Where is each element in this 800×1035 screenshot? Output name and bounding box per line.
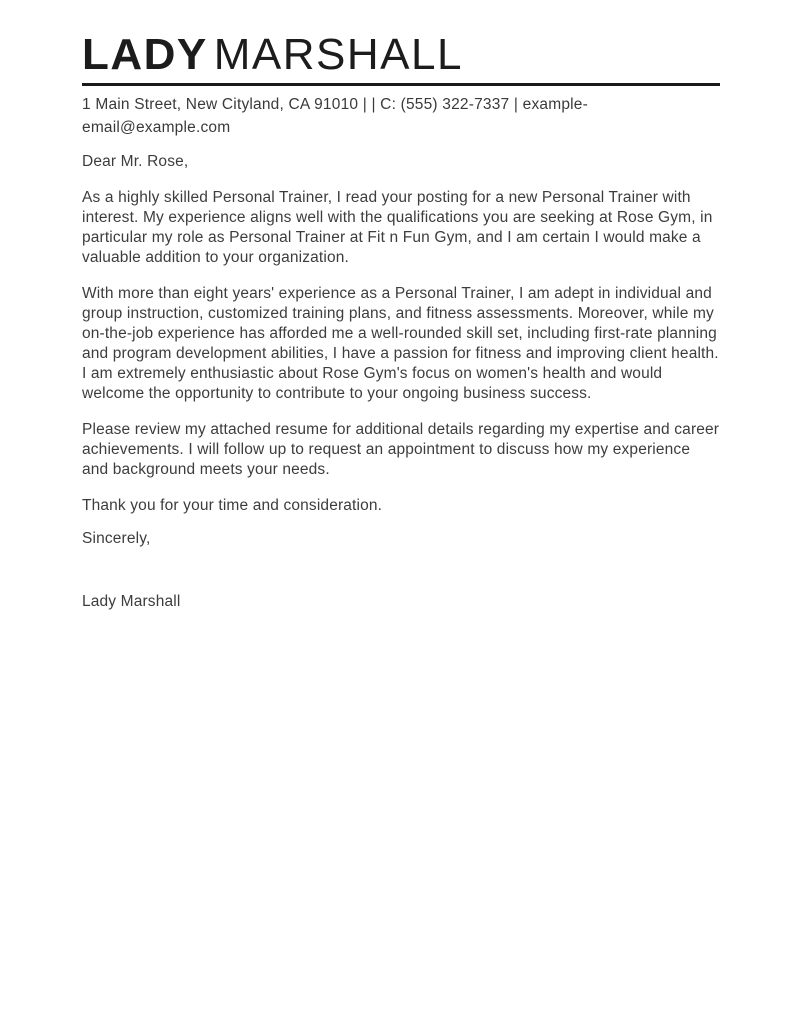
contact-line-1: 1 Main Street, New Cityland, CA 91010 | | C: (555) 322-7337 | example-	[82, 96, 588, 113]
salutation: Dear Mr. Rose,	[82, 153, 189, 170]
contact-line-2: email@example.com	[82, 119, 231, 136]
letter-body	[82, 152, 720, 612]
header-divider-rule	[82, 83, 720, 86]
name-last: MARSHALL	[213, 30, 463, 79]
closing-valediction: Sincerely,	[82, 530, 151, 547]
body-paragraph-1: As a highly skilled Personal Trainer, I read your posting for a new Personal Trainer with interest. My experience aligns well with the qualifications you are seeking at Rose Gym, in particular my role as Personal Trainer at Fit n Fun Gym, and I am certain I would make a valuable addition to your organization.	[82, 189, 713, 266]
letter-header	[82, 30, 720, 139]
name-heading	[82, 30, 720, 80]
body-paragraph-3: Please review my attached resume for additional details regarding my expertise and career achievements. I will follow up to request an appointment to discuss how my experience and background meets your needs.	[82, 421, 720, 478]
contact-info	[82, 93, 720, 139]
closing-thanks: Thank you for your time and consideration.	[82, 497, 383, 514]
signature-name: Lady Marshall	[82, 593, 181, 610]
name-first: LADY	[82, 30, 208, 79]
body-paragraph-2: With more than eight years' experience as a Personal Trainer, I am adept in individual and group instruction, customized training plans, and fitness assessments. Moreover, while my on-the-job experience has afforded me a well-rounded skill set, including first-rate planning and program development abilities, I have a passion for fitness and improving client health. I am extremely enthusiastic about Rose Gym's focus on women's health and would welcome the opportunity to contribute to your ongoing business success.	[82, 285, 719, 402]
